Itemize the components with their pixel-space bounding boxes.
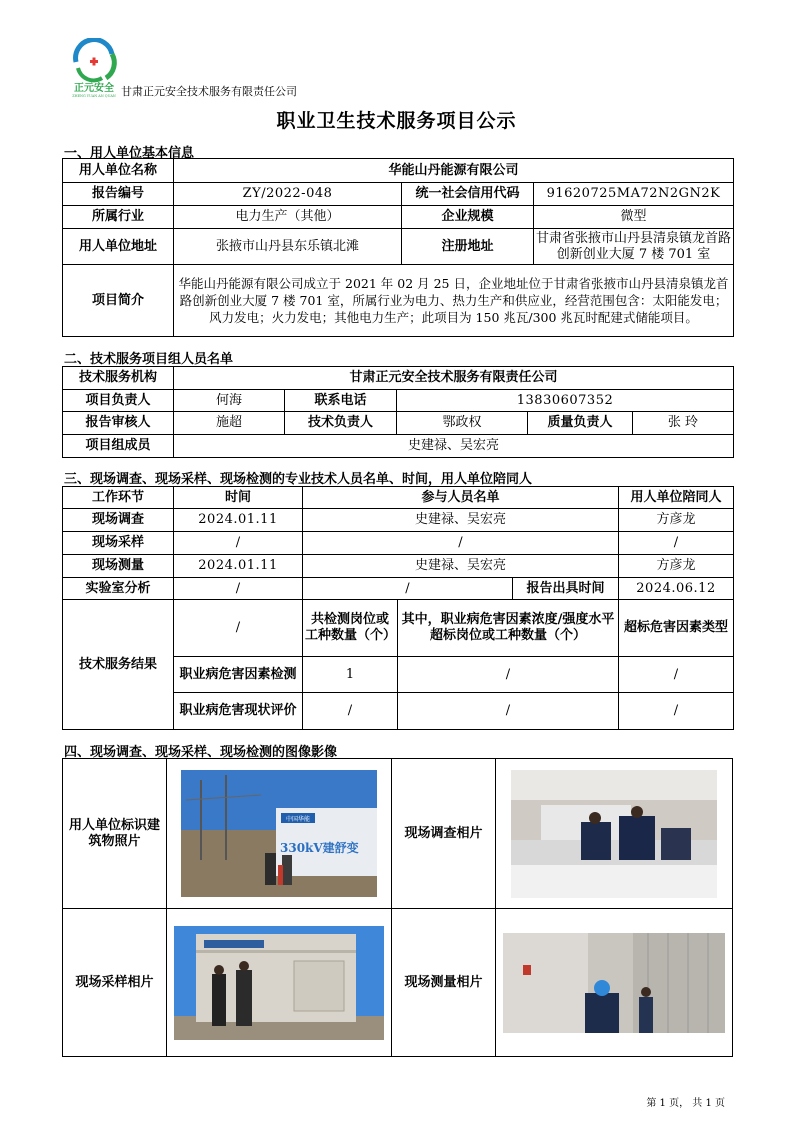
phone-label: 联系电话 — [285, 390, 397, 412]
reg-address-label: 注册地址 — [402, 229, 534, 265]
step-people: 史建禄、吴宏亮 — [303, 509, 619, 532]
building-photo — [181, 770, 377, 897]
result-item: 职业病危害现状评价 — [174, 693, 303, 730]
quality-label: 质量负责人 — [528, 412, 633, 435]
report-date-label: 报告出具时间 — [513, 578, 619, 600]
table-row — [63, 555, 734, 578]
report-no: ZY/2022-048 — [174, 183, 402, 206]
reviewer: 施超 — [174, 412, 285, 435]
result-over: / — [398, 657, 619, 693]
unit-info-table — [62, 158, 734, 337]
result-count: 1 — [303, 657, 398, 693]
tech-label: 技术负责人 — [285, 412, 397, 435]
credit-code-label: 统一社会信用代码 — [402, 183, 534, 206]
measure-photo-label: 现场测量相片 — [392, 909, 496, 1057]
result-type: / — [619, 657, 734, 693]
section1-heading: 一、用人单位基本信息 — [64, 146, 195, 161]
sampling-photo — [174, 926, 384, 1040]
unit-name-label: 用人单位名称 — [63, 159, 174, 183]
scale: 微型 — [534, 206, 734, 229]
leader: 何海 — [174, 390, 285, 412]
photo-table — [62, 758, 733, 1057]
lab-label: 实验室分析 — [63, 578, 174, 600]
company-header: 甘肃正元安全技术服务有限责任公司 — [121, 85, 297, 98]
address: 张掖市山丹县东乐镇北滩 — [174, 229, 402, 265]
result-h3: 超标危害因素类型 — [619, 600, 734, 657]
result-type: / — [619, 693, 734, 730]
step-name: 现场采样 — [63, 532, 174, 555]
col-time: 时间 — [174, 487, 303, 509]
page-title: 职业卫生技术服务项目公示 — [276, 110, 517, 132]
result-item: 职业病危害因素检测 — [174, 657, 303, 693]
intro-label: 项目简介 — [63, 265, 174, 337]
step-escort: 方彦龙 — [619, 555, 734, 578]
survey-photo-label: 现场调查相片 — [392, 759, 496, 909]
credit-code: 91620725MA72N2GN2K — [534, 183, 734, 206]
result-label: 技术服务结果 — [63, 600, 174, 730]
fieldwork-table — [62, 486, 734, 730]
table-row — [63, 532, 734, 555]
reviewer-label: 报告审核人 — [63, 412, 174, 435]
members-label: 项目组成员 — [63, 435, 174, 458]
industry: 电力生产（其他） — [174, 206, 402, 229]
svg-text:ZHENG YUAN AN QUAN: ZHENG YUAN AN QUAN — [72, 94, 116, 98]
table-row — [63, 509, 734, 532]
survey-photo — [511, 770, 717, 898]
org-label: 技术服务机构 — [63, 367, 174, 390]
team-table — [62, 366, 734, 458]
col-escort: 用人单位陪同人 — [619, 487, 734, 509]
step-time: 2024.01.11 — [174, 509, 303, 532]
svg-text:中国华能: 中国华能 — [285, 816, 311, 823]
col-people: 参与人员名单 — [303, 487, 619, 509]
report-date: 2024.06.12 — [619, 578, 734, 600]
step-time: / — [174, 532, 303, 555]
building-photo-label: 用人单位标识建筑物照片 — [63, 759, 167, 909]
result-count: / — [303, 693, 398, 730]
step-name: 现场测量 — [63, 555, 174, 578]
reg-address: 甘肃省张掖市山丹县清泉镇龙首路创新创业大厦 7 楼 701 室 — [534, 229, 734, 265]
sampling-photo-label: 现场采样相片 — [63, 909, 167, 1057]
measure-photo — [503, 933, 725, 1033]
page-footer: 第 1 页， 共 1 页 — [646, 1098, 725, 1109]
section2-heading: 二、技术服务项目组人员名单 — [64, 352, 234, 367]
step-time: 2024.01.11 — [174, 555, 303, 578]
report-no-label: 报告编号 — [63, 183, 174, 206]
lab-time: / — [174, 578, 303, 600]
org-name: 甘肃正元安全技术服务有限责任公司 — [174, 367, 734, 390]
result-slash: / — [174, 600, 303, 657]
svg-text:正元安全: 正元安全 — [74, 83, 114, 94]
lab-people: / — [303, 578, 513, 600]
phone: 13830607352 — [397, 390, 734, 412]
svg-text:330kV建舒变: 330kV建舒变 — [280, 841, 359, 855]
result-h2: 其中，职业病危害因素浓度/强度水平超标岗位或工种数量（个） — [398, 600, 619, 657]
unit-name: 华能山丹能源有限公司 — [174, 159, 734, 183]
leader-label: 项目负责人 — [63, 390, 174, 412]
step-people: / — [303, 532, 619, 555]
section3-heading: 三、现场调查、现场采样、现场检测的专业技术人员名单、时间，用人单位陪同人 — [64, 472, 533, 487]
industry-label: 所属行业 — [63, 206, 174, 229]
step-escort: / — [619, 532, 734, 555]
scale-label: 企业规模 — [402, 206, 534, 229]
company-logo — [66, 38, 122, 98]
result-h1: 共检测岗位或工种数量（个） — [303, 600, 398, 657]
tech-lead: 鄂政权 — [397, 412, 528, 435]
result-over: / — [398, 693, 619, 730]
step-people: 史建禄、吴宏亮 — [303, 555, 619, 578]
quality-lead: 张 玲 — [633, 412, 734, 435]
members: 史建禄、吴宏亮 — [174, 435, 734, 458]
step-name: 现场调查 — [63, 509, 174, 532]
project-intro: 华能山丹能源有限公司成立于 2021 年 02 月 25 日，企业地址位于甘肃省张掖市山丹县清泉镇龙首路创新创业大厦 7 楼 701 室，所属行业为电力、热力生产和供应业，经营范围包含：太阳能发电；风力发电；火力发电；其他电力生产；此项目为 150 兆瓦/300 兆瓦时配建式储能项目。 — [174, 265, 734, 337]
col-step: 工作环节 — [63, 487, 174, 509]
step-escort: 方彦龙 — [619, 509, 734, 532]
address-label: 用人单位地址 — [63, 229, 174, 265]
section4-heading: 四、现场调查、现场采样、现场检测的图像影像 — [64, 745, 338, 760]
